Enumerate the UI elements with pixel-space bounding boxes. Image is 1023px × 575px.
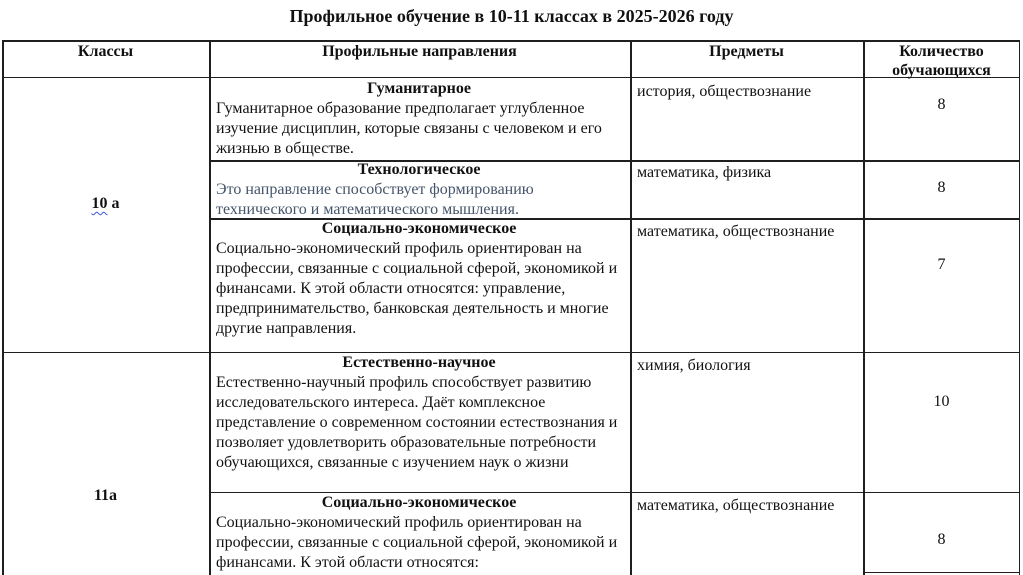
count-cell: 7	[937, 256, 946, 273]
subjects-cell: математика, обществознание	[637, 497, 835, 514]
table-border-right	[1019, 40, 1021, 575]
class-label-11a: 11а	[93, 487, 118, 504]
header-profiles: Профильные направления	[322, 43, 517, 60]
page-title: Профильное обучение в 10-11 классах в 2025-2026 году	[289, 6, 734, 26]
subjects-cell: математика, физика	[637, 164, 772, 181]
profile-description: Социально-экономический профиль ориентирован на профессии, связанные с социальной сферой, экономикой и финансами. К этой области относятся:	[216, 514, 618, 571]
subjects-cell: история, обществознание	[637, 83, 812, 100]
profile-name: Гуманитарное	[367, 80, 471, 97]
profile-name: Естественно-научное	[342, 354, 496, 371]
col-line-subjects	[863, 40, 865, 575]
header-classes: Классы	[77, 43, 134, 60]
profile-name: Социально-экономическое	[321, 494, 517, 511]
header-count: Количество обучающихся	[892, 43, 991, 79]
subjects-cell: химия, биология	[637, 357, 751, 374]
profile-cell-socioeconomic-10a	[216, 219, 622, 339]
count-cell: 8	[937, 531, 946, 548]
header-subjects: Предметы	[709, 43, 784, 60]
count-cell: 8	[937, 179, 946, 196]
profile-description: Социально-экономический профиль ориентирован на профессии, связанные с социальной сферой, экономикой и финансами. К этой области относятся: управление, предпринимательство, банковская деятельность и многие другие направления.	[216, 240, 618, 337]
profile-cell-natural-science	[216, 353, 622, 473]
col-line-classes	[209, 40, 211, 575]
col-line-profiles	[630, 40, 632, 575]
profile-cell-humanitarian	[216, 79, 622, 159]
profile-description: Естественно-научный профиль способствует развитию исследовательского интереса. Даёт комплексное представление о современном состоянии естествознания и позволяет удовлетворить образовательные потребности обучающихся, связанные с изучением наук о жизни	[216, 374, 618, 471]
profile-description: Это направление способствует формированию технического и математического мышления.	[216, 181, 534, 218]
count-cell: 8	[937, 96, 946, 113]
count-cell: 10	[933, 393, 950, 410]
profile-cell-socioeconomic-11a	[216, 493, 622, 573]
class-label-10a	[2, 194, 209, 214]
class-10-number-spellcheck: 10	[91, 195, 108, 212]
subjects-cell: математика, обществознание	[637, 223, 835, 240]
profile-name: Технологическое	[357, 161, 481, 178]
class-10-suffix: а	[107, 195, 120, 212]
profile-description: Гуманитарное образование предполагает углубленное изучение дисциплин, которые связаны с человеком и его жизнью в обществе.	[216, 100, 602, 157]
profile-name: Социально-экономическое	[321, 220, 517, 237]
profile-cell-technological	[216, 160, 622, 220]
count-cell-bottom-line	[863, 572, 1020, 574]
